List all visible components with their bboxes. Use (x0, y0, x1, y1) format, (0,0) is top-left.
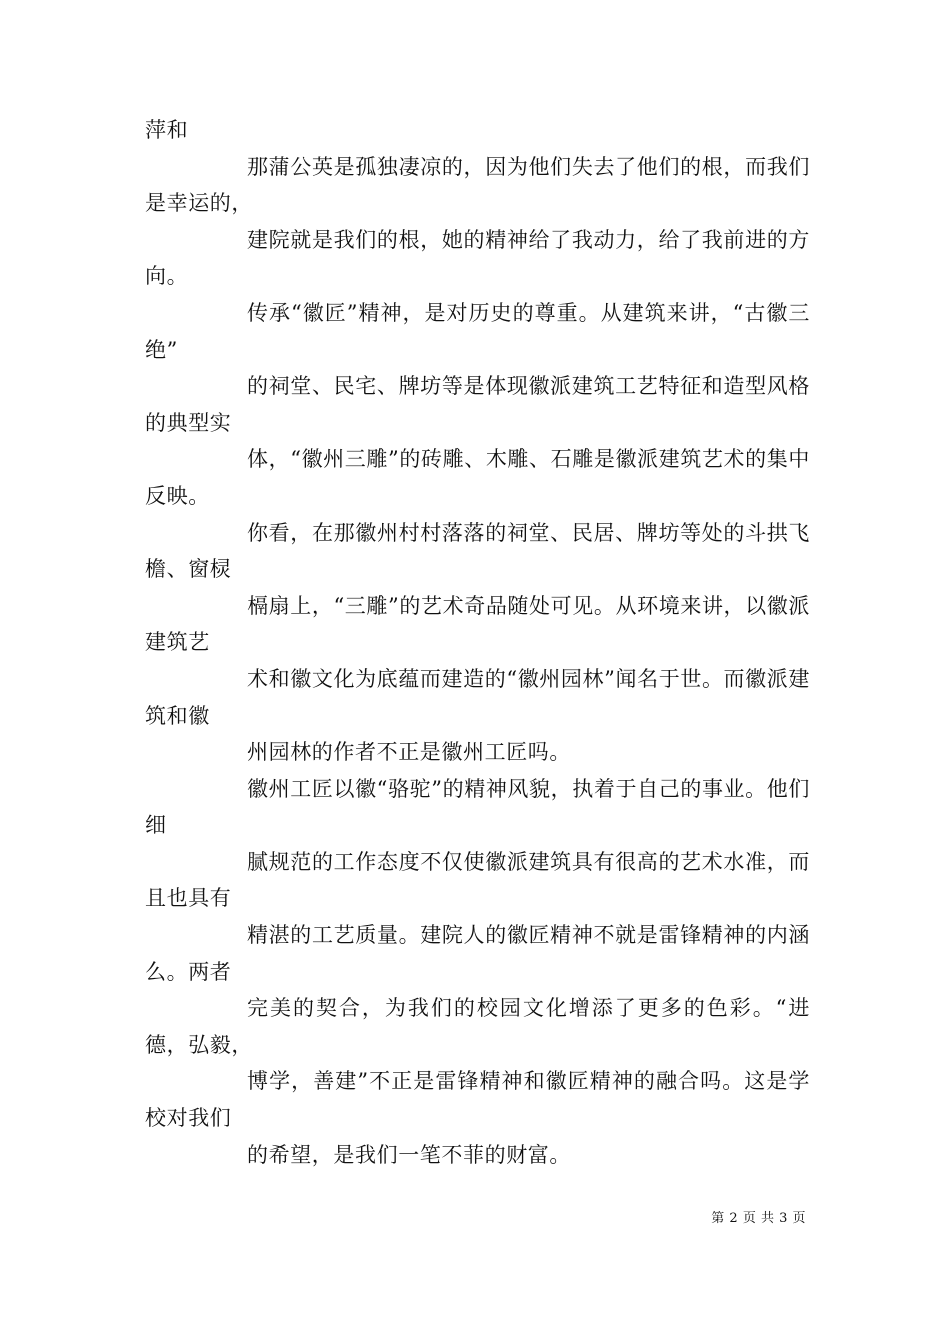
paragraph: 体，“徽州三雕”的砖雕、木雕、石雕是徽派建筑艺术的集中反映。 (145, 447, 810, 508)
paragraph: 腻规范的工作态度不仅使徽派建筑具有很高的艺术水准，而且也具有 (145, 849, 810, 911)
paragraph: 的希望，是我们一笔不菲的财富。 (247, 1142, 571, 1167)
paragraph: 州园林的作者不正是徽州工匠吗。 (247, 740, 571, 765)
paragraph: 你看，在那徽州村村落落的祠堂、民居、牌坊等处的斗拱飞檐、窗棂 (145, 520, 810, 582)
paragraph: 术和徽文化为底蕴而建造的“徽州园林”闻名于世。而徽派建筑和徽 (145, 666, 810, 728)
paragraph: 萍和 (145, 118, 189, 142)
body-text (145, 112, 810, 1173)
paragraph: 传承“徽匠”精神，是对历史的尊重。从建筑来讲，“古徽三绝” (145, 300, 810, 362)
paragraph: 那蒲公英是孤独凄凉的，因为他们失去了他们的根，而我们是幸运的， (145, 154, 810, 216)
paragraph: 博学，善建”不正是雷锋精神和徽匠精神的融合吗。这是学校对我们 (145, 1069, 810, 1131)
paragraph: 的祠堂、民宅、牌坊等是体现徽派建筑工艺特征和造型风格的典型实 (145, 374, 810, 435)
paragraph: 精湛的工艺质量。建院人的徽匠精神不就是雷锋精神的内涵么。两者 (145, 923, 810, 984)
page-number-footer: 第 2 页 共 3 页 (711, 1211, 806, 1226)
paragraph: 建院就是我们的根，她的精神给了我动力，给了我前进的方向。 (145, 227, 810, 289)
paragraph: 槅扇上，“三雕”的艺术奇品随处可见。从环境来讲，以徽派建筑艺 (145, 593, 810, 655)
paragraph: 徽州工匠以徽“骆驼”的精神风貌，执着于自己的事业。他们细 (145, 776, 810, 838)
paragraph: 完美的契合，为我们的校园文化增添了更多的色彩。“进德，弘毅， (145, 996, 810, 1057)
